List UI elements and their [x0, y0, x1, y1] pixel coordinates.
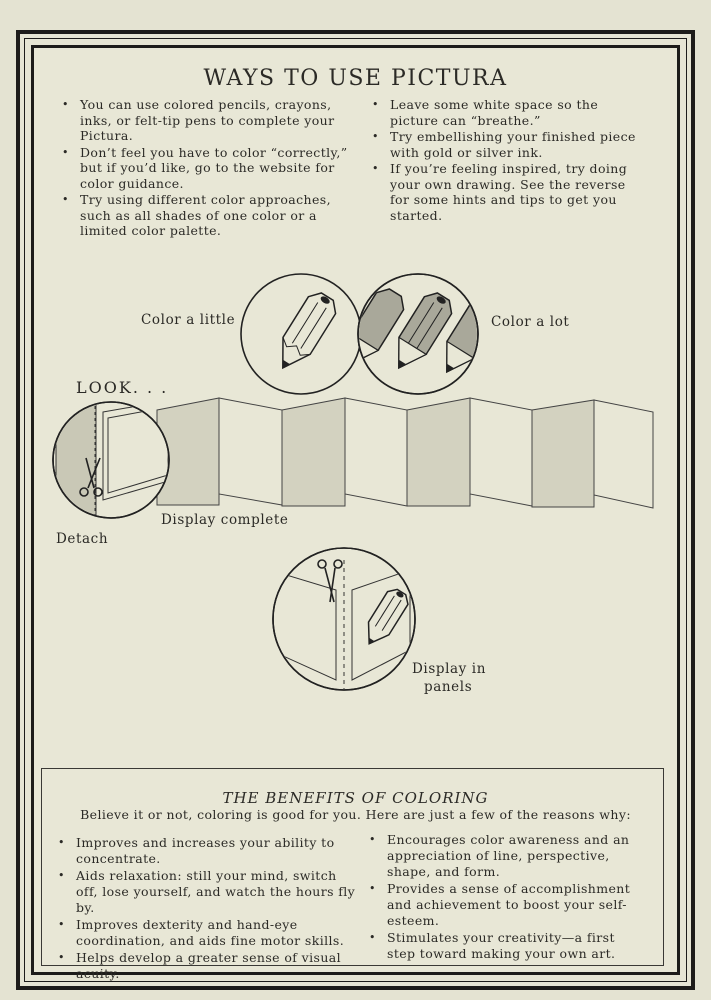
tip-item: • Don’t feel you have to color “correctly,” but if you’d like, go to the website for color guidance. — [62, 145, 352, 192]
benefit-item: • Helps develop a greater sense of visual acuity. — [58, 950, 358, 982]
benefits-right-list — [369, 832, 639, 963]
benefit-item: • Provides a sense of accomplishment and achievement to boost your self-esteem. — [369, 881, 639, 929]
benefit-item: • Aids relaxation: still your mind, switch off, lose yourself, and watch the hours fly by. — [58, 868, 358, 916]
benefit-item: • Encourages color awareness and an appreciation of line, perspective, shape, and form. — [369, 832, 639, 880]
display-in-panels-illustration — [270, 548, 415, 700]
benefit-item: • Stimulates your creativity—a first step toward making your own art. — [369, 930, 639, 962]
tip-item: • Try using different color approaches, such as all shades of one color or a limited color palette. — [62, 192, 352, 239]
benefit-item: • Improves and increases your ability to concentrate. — [58, 835, 358, 867]
color-a-lot-illustration — [337, 274, 505, 394]
color-a-lot-label: Color a lot — [491, 314, 570, 330]
page-title: WAYS TO USE PICTURA — [203, 66, 508, 91]
detach-label: Detach — [56, 531, 109, 547]
look-label: LOOK. . . — [76, 378, 169, 397]
benefit-item: • Improves dexterity and hand-eye coordination, and aids fine motor skills. — [58, 917, 358, 949]
tip-item: • Leave some white space so the picture can “breathe.” — [372, 97, 637, 128]
tip-item: • You can use colored pencils, crayons, inks, or felt-tip pens to complete your Pictura. — [62, 97, 352, 144]
tip-item: • Try embellishing your finished piece with gold or silver ink. — [372, 129, 637, 160]
display-in-panels-label-line2: panels — [424, 679, 473, 695]
display-in-panels-label: Display in — [412, 661, 487, 677]
benefits-left-list — [58, 835, 358, 983]
color-a-little-label: Color a little — [141, 312, 236, 328]
tip-item: • If you’re feeling inspired, try doing your own drawing. See the reverse for some hints and tips to get you started. — [372, 161, 637, 223]
display-complete-label: Display complete — [161, 512, 289, 528]
color-a-little-illustration — [241, 274, 361, 394]
accordion-display — [157, 398, 653, 508]
benefits-intro: Believe it or not, coloring is good for you. Here are just a few of the reasons why: — [80, 807, 631, 822]
benefits-title: THE BENEFITS OF COLORING — [222, 789, 489, 807]
detach-illustration — [53, 400, 172, 530]
